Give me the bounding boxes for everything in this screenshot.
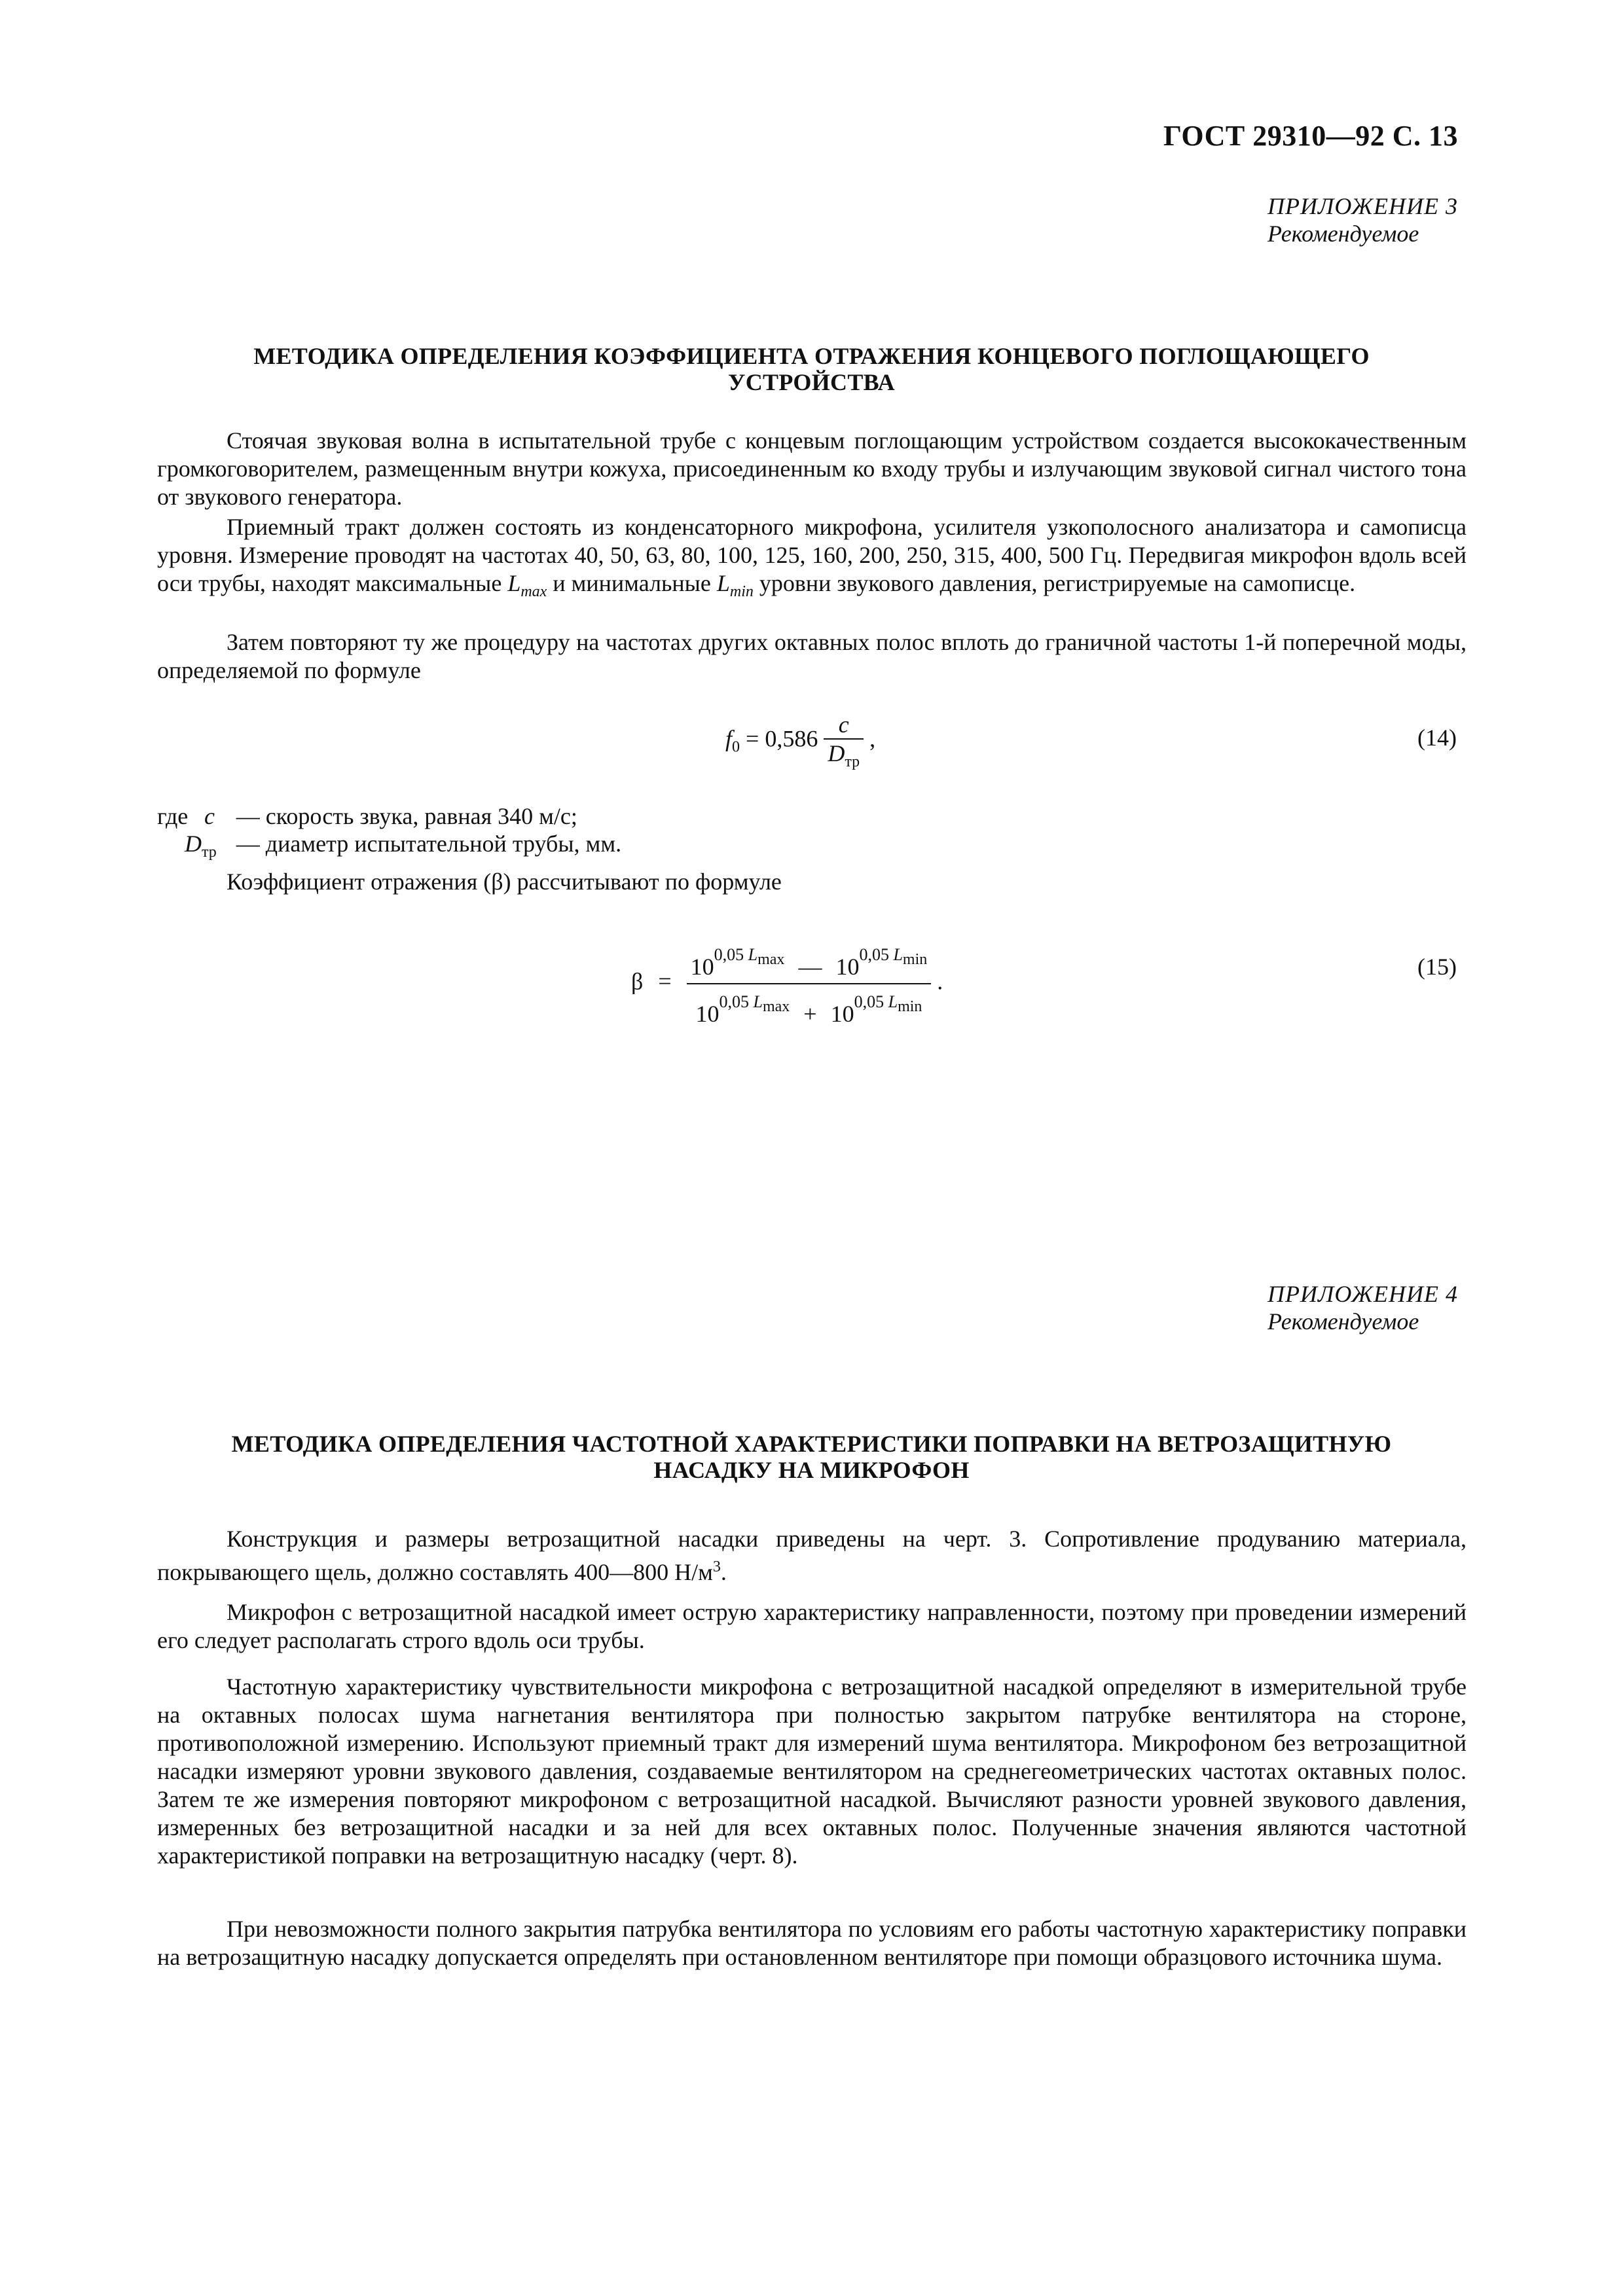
appendix-3-title-line2: УСТРОЙСТВА xyxy=(728,369,895,395)
where-word: где xyxy=(157,803,189,829)
appendix-3-paragraph-3: Затем повторяют ту же процедуру на частотах других октавных полос вплоть до граничной частоты 1-й поперечной моды, определяемой по формуле xyxy=(157,629,1467,683)
symbol-l-min: $L_{min}$ xyxy=(716,570,754,601)
variable-definitions xyxy=(157,802,621,866)
appendix-4-label-block xyxy=(1267,1280,1458,1335)
appendix-4-title-line1: МЕТОДИКА ОПРЕДЕЛЕНИЯ ЧАСТОТНОЙ ХАРАКТЕРИСТИКИ ПОПРАВКИ НА ВЕТРОЗАЩИТНУЮ xyxy=(231,1431,1392,1457)
appendix-4-title xyxy=(157,1431,1466,1483)
appendix-4-status: Рекомендуемое xyxy=(1267,1308,1419,1335)
equation-14-fraction: $\frac{c}{D_{тр}}$ xyxy=(824,711,864,771)
variable-c: c xyxy=(204,803,215,829)
appendix-4-paragraph-1: Конструкция и размеры ветрозащитной насадки приведены на черт. 3. Сопротивление продуванию материала, покрывающего щель, должно составлять 400—800 $Н/м^3$. xyxy=(157,1526,1467,1585)
appendix-3-paragraph-2 xyxy=(157,513,1467,606)
appendix-3-status: Рекомендуемое xyxy=(1267,221,1419,247)
equation-14-number: (14) xyxy=(1417,725,1457,751)
symbol-l-max: $L_{max}$ xyxy=(507,570,547,601)
variable-d-description: — диаметр испытательной трубы, мм. xyxy=(236,831,622,857)
p2-text-a: Приемный тракт должен состоять из конденсаторного микрофона, усилителя узкополосного анализатора и самописца уровня. Измерение проводят на частотах 40, 50, 63, 80, 100, 125, 160, 200, 250, 315, 400, 500 Гц. Передвигая микрофон вдоль всей оси трубы, находят максимальные xyxy=(157,514,1467,596)
appendix-4-paragraph-4: При невозможности полного закрытия патрубка вентилятора по условиям его работы частотную характеристику поправки на ветрозащитную насадку допускается определять при остановленном вентиляторе при помощи образцового источника шума. xyxy=(157,1916,1467,1970)
variable-d: $D_{тр}$ xyxy=(185,831,217,861)
equation-15-fraction: $\frac{10^{0,05 L_{max}} — 10^{0,05 L_{min}}}{10^{0,05 L_{max}} + 10^{0,05 L_{min}}}$ xyxy=(687,937,932,1030)
appendix-3-label-block xyxy=(1267,192,1458,247)
equation-15-number: (15) xyxy=(1417,954,1457,980)
appendix-4-paragraph-2: Микрофон с ветрозащитной насадкой имеет острую характеристику направленности, поэтому при проведении измерений его следует располагать строго вдоль оси трубы. xyxy=(157,1599,1467,1653)
equation-15: β = $\frac{10^{0,05 L_{max}} — 10^{0,05 L_{min}}}{10^{0,05 L_{max}} + 10^{0,05 L_{min}}}$ . xyxy=(631,937,943,1030)
p2-text-b: и минимальные xyxy=(553,570,711,596)
appendix-3-label: ПРИЛОЖЕНИЕ 3 xyxy=(1267,193,1458,219)
appendix-4-label: ПРИЛОЖЕНИЕ 4 xyxy=(1267,1281,1458,1307)
appendix-3-title-line1: МЕТОДИКА ОПРЕДЕЛЕНИЯ КОЭФФИЦИЕНТА ОТРАЖЕНИЯ КОНЦЕВОГО ПОГЛОЩАЮЩЕГО xyxy=(253,343,1370,369)
p2-text-c: уровни звукового давления, регистрируемые на самописце. xyxy=(759,570,1356,596)
appendix-3-title xyxy=(157,343,1466,395)
appendix-3-paragraph-4: Коэффициент отражения (β) рассчитывают по формуле xyxy=(227,869,782,895)
appendix-4-title-line2: НАСАДКУ НА МИКРОФОН xyxy=(653,1457,970,1483)
variable-c-description: — скорость звука, равная 340 м/с; xyxy=(236,803,577,829)
appendix-4-paragraph-3: Частотную характеристику чувствительности микрофона с ветрозащитной насадкой определяют в измерительной трубе на октавных полосах шума нагнетания вентилятора при полностью закрытом патрубке вентилятора на стороне, противоположной измерению. Используют приемный тракт для измерений шума вентилятора. Микрофоном без ветрозащитной насадки измеряют уровни звукового давления, создаваемые вентилятором на среднегеометрических частотах октавных полос. Затем те же измерения повторяют микрофоном с ветрозащитной насадкой. Вычисляют разности уровней звукового давления, измеренных без ветрозащитной насадки и за ней для всех октавных полос. Полученные значения являются частотной характеристикой поправки на ветрозащитную насадку (черт. 8). xyxy=(157,1674,1467,1869)
appendix-3-paragraph-1: Стоячая звуковая волна в испытательной трубе с концевым поглощающим устройством создается высококачественным громкоговорителем, размещенным внутри кожуха, присоединенным ко входу трубы и излучающим звуковой сигнал чистого тона от звукового генератора. xyxy=(157,427,1467,510)
equation-14: $f_0 = 0,586$ $\frac{c}{D_{тр}}$ , xyxy=(725,711,876,771)
page-header: ГОСТ 29310—92 С. 13 xyxy=(1163,120,1458,152)
